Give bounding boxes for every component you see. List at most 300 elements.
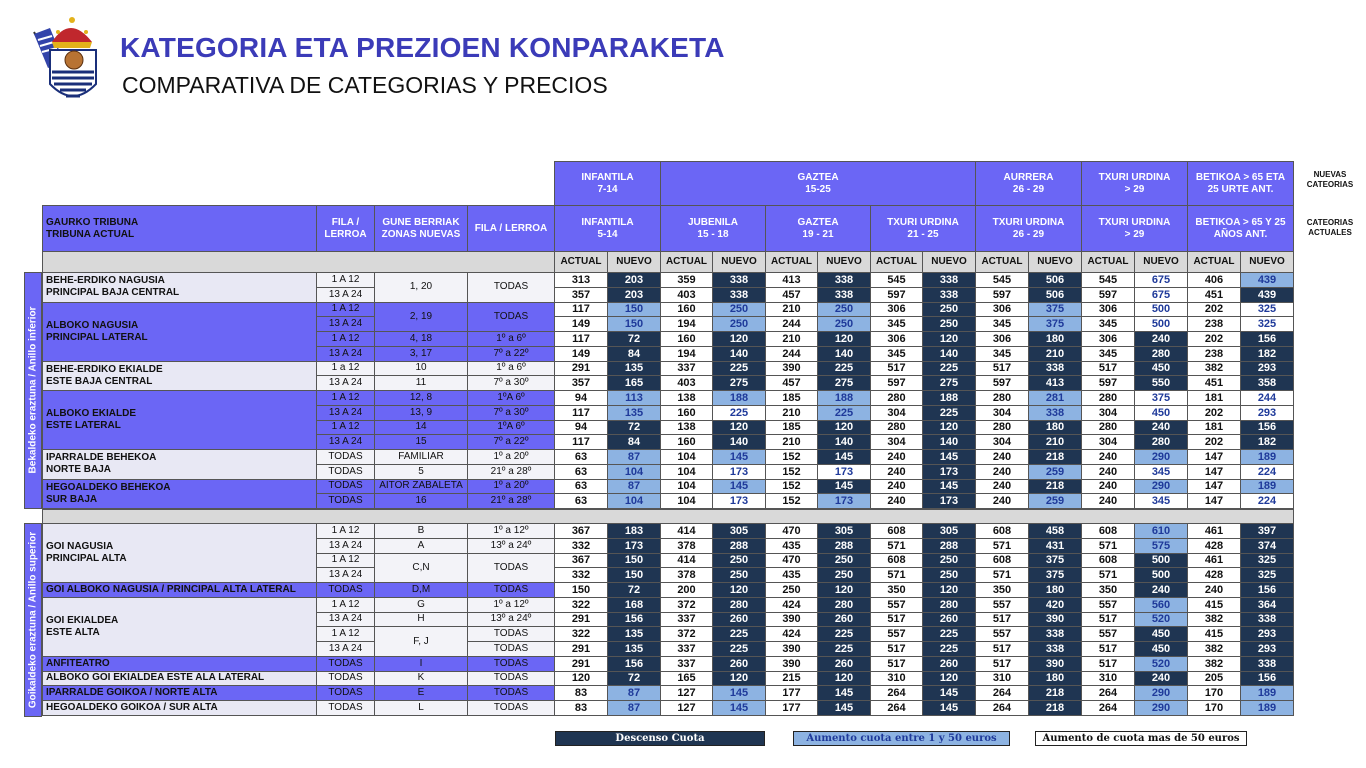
nuevo-price-cell: 250 [922, 302, 976, 318]
nuevo-price-cell: 145 [817, 479, 871, 495]
nuevo-price-cell: 173 [712, 493, 766, 509]
nuevo-price-cell: 120 [712, 582, 766, 598]
nuevo-price-cell: 224 [1240, 493, 1294, 509]
nuevo-price-cell: 188 [817, 390, 871, 406]
zone-cell: 5 [374, 464, 468, 480]
actual-price-cell: 306 [870, 302, 923, 318]
actual-price-cell: 306 [1081, 302, 1135, 318]
nuevo-price-cell: 113 [607, 390, 661, 406]
actual-price-cell: 571 [975, 567, 1029, 583]
fila-lerroa-cell: 21º a 28º [467, 464, 555, 480]
nuevo-price-cell: 293 [1240, 361, 1294, 377]
nuevo-price-cell: 173 [817, 493, 871, 509]
actual-price-cell: 378 [660, 538, 713, 554]
nuevo-price-cell: 225 [922, 405, 976, 421]
current-category-header: TXURI URDINA 26 - 29 [975, 205, 1082, 252]
actual-price-cell: 210 [765, 331, 818, 347]
actual-price-cell: 202 [1187, 302, 1241, 318]
actual-price-cell: 160 [660, 302, 713, 318]
nuevo-price-cell: 390 [1028, 612, 1082, 628]
actual-price-cell: 117 [554, 331, 608, 347]
nuevo-price-cell: 338 [817, 272, 871, 288]
actual-price-cell: 240 [870, 449, 923, 465]
actual-price-cell: 382 [1187, 361, 1241, 377]
zone-cell: L [374, 700, 468, 716]
fila-lerroa-cell: TODAS [467, 671, 555, 687]
actual-price-cell: 149 [554, 316, 608, 332]
actual-price-cell: 597 [1081, 375, 1135, 391]
actual-price-cell: 517 [870, 612, 923, 628]
actual-price-cell: 117 [554, 405, 608, 421]
nuevo-price-cell: 140 [817, 434, 871, 450]
actual-price-cell: 264 [975, 700, 1029, 716]
header-spacer [42, 251, 555, 273]
actual-subheader: ACTUAL [660, 251, 713, 273]
nuevo-price-cell: 293 [1240, 626, 1294, 642]
nuevo-price-cell: 280 [1134, 346, 1188, 362]
tribuna-name: IPARRALDE GOIKOA / NORTE ALTA [42, 685, 317, 701]
nuevo-price-cell: 145 [922, 685, 976, 701]
nuevo-price-cell: 183 [607, 523, 661, 539]
actual-price-cell: 210 [765, 405, 818, 421]
fila-lerroa-cell: 13º a 24º [467, 612, 555, 628]
nuevo-price-cell: 150 [607, 302, 661, 318]
nuevo-price-cell: 218 [1028, 449, 1082, 465]
nuevo-price-cell: 225 [817, 405, 871, 421]
nuevo-price-cell: 275 [712, 375, 766, 391]
nuevo-price-cell: 120 [712, 420, 766, 436]
nuevo-price-cell: 156 [1240, 420, 1294, 436]
actual-price-cell: 200 [660, 582, 713, 598]
ring-upper-label [24, 523, 42, 717]
nuevo-price-cell: 338 [922, 272, 976, 288]
nuevo-price-cell: 374 [1240, 538, 1294, 554]
nuevo-price-cell: 173 [922, 464, 976, 480]
tribuna-name: ALBOKO NAGUSIA PRINCIPAL LATERAL [42, 302, 317, 362]
nuevo-price-cell: 290 [1134, 685, 1188, 701]
nuevo-price-cell: 87 [607, 479, 661, 495]
actual-price-cell: 557 [870, 626, 923, 642]
nuevo-price-cell: 250 [817, 302, 871, 318]
nuevo-price-cell: 305 [922, 523, 976, 539]
tribuna-name: BEHE-ERDIKO EKIALDE ESTE BAJA CENTRAL [42, 361, 317, 392]
actual-price-cell: 280 [1081, 390, 1135, 406]
nuevo-price-cell: 260 [712, 612, 766, 628]
actual-price-cell: 608 [870, 523, 923, 539]
nuevo-price-cell: 281 [1028, 390, 1082, 406]
actual-price-cell: 210 [765, 434, 818, 450]
actual-price-cell: 147 [1187, 464, 1241, 480]
zone-cell: FAMILIAR [374, 449, 468, 465]
actual-price-cell: 428 [1187, 538, 1241, 554]
nuevo-price-cell: 413 [1028, 375, 1082, 391]
actual-price-cell: 557 [870, 597, 923, 613]
actual-price-cell: 378 [660, 567, 713, 583]
actual-subheader: ACTUAL [1081, 251, 1135, 273]
zone-cell: 15 [374, 434, 468, 450]
zone-cell: D,M [374, 582, 468, 598]
actual-price-cell: 345 [975, 316, 1029, 332]
nuevo-price-cell: 325 [1240, 567, 1294, 583]
actual-price-cell: 457 [765, 287, 818, 303]
actual-price-cell: 264 [975, 685, 1029, 701]
actual-price-cell: 240 [975, 479, 1029, 495]
actual-price-cell: 104 [660, 479, 713, 495]
zone-cell: 12, 8 [374, 390, 468, 406]
nuevo-price-cell: 180 [1028, 331, 1082, 347]
actual-price-cell: 350 [1081, 582, 1135, 598]
actual-price-cell: 215 [765, 671, 818, 687]
nuevo-price-cell: 72 [607, 582, 661, 598]
nuevo-price-cell: 259 [1028, 464, 1082, 480]
fila-lerroa-cell: 7º a 22º [467, 434, 555, 450]
nuevo-price-cell: 84 [607, 346, 661, 362]
nuevo-price-cell: 210 [1028, 434, 1082, 450]
nuevo-price-cell: 135 [607, 361, 661, 377]
nuevo-price-cell: 610 [1134, 523, 1188, 539]
nuevo-price-cell: 305 [712, 523, 766, 539]
nuevo-price-cell: 72 [607, 671, 661, 687]
nuevo-price-cell: 420 [1028, 597, 1082, 613]
nuevo-price-cell: 150 [607, 567, 661, 583]
fila-cell: 13 A 24 [316, 567, 375, 583]
nuevo-price-cell: 225 [922, 361, 976, 377]
nuevo-price-cell: 189 [1240, 479, 1294, 495]
actual-price-cell: 332 [554, 567, 608, 583]
fila-cell: 13 A 24 [316, 405, 375, 421]
actual-price-cell: 571 [975, 538, 1029, 554]
nuevo-price-cell: 675 [1134, 287, 1188, 303]
nuevo-price-cell: 165 [607, 375, 661, 391]
actual-price-cell: 597 [870, 375, 923, 391]
actual-subheader: ACTUAL [765, 251, 818, 273]
fila-lerroa-cell: TODAS [467, 656, 555, 672]
fila-cell: 1 A 12 [316, 390, 375, 406]
actual-subheader: ACTUAL [975, 251, 1029, 273]
nuevo-price-cell: 120 [817, 420, 871, 436]
current-category-header: GAZTEA 19 - 21 [765, 205, 871, 252]
nuevo-price-cell: 506 [1028, 272, 1082, 288]
nuevo-price-cell: 550 [1134, 375, 1188, 391]
actual-subheader: ACTUAL [1187, 251, 1241, 273]
nuevo-price-cell: 140 [817, 346, 871, 362]
current-categories-side-label: CATEORIAS ACTUALES [1306, 218, 1354, 237]
legend-descenso: Descenso Cuota [555, 731, 765, 746]
nuevo-price-cell: 290 [1134, 700, 1188, 716]
actual-price-cell: 390 [765, 656, 818, 672]
actual-price-cell: 424 [765, 626, 818, 642]
actual-price-cell: 240 [1187, 582, 1241, 598]
fila-cell: TODAS [316, 479, 375, 495]
tribuna-name: HEGOALDEKO BEHEKOA SUR BAJA [42, 479, 317, 510]
fila-cell: TODAS [316, 493, 375, 509]
actual-price-cell: 240 [975, 493, 1029, 509]
actual-price-cell: 202 [1187, 434, 1241, 450]
actual-price-cell: 202 [1187, 331, 1241, 347]
actual-price-cell: 608 [1081, 523, 1135, 539]
legend-aumento-50-plus: Aumento de cuota mas de 50 euros [1035, 731, 1247, 746]
nuevo-price-cell: 675 [1134, 272, 1188, 288]
actual-price-cell: 382 [1187, 656, 1241, 672]
nuevo-price-cell: 338 [1028, 641, 1082, 657]
nuevo-price-cell: 500 [1134, 316, 1188, 332]
actual-price-cell: 104 [660, 493, 713, 509]
actual-price-cell: 517 [1081, 612, 1135, 628]
fila-cell: TODAS [316, 671, 375, 687]
nuevo-price-cell: 280 [817, 597, 871, 613]
actual-price-cell: 181 [1187, 390, 1241, 406]
actual-price-cell: 545 [1081, 272, 1135, 288]
actual-price-cell: 304 [870, 434, 923, 450]
actual-price-cell: 517 [870, 641, 923, 657]
nuevo-price-cell: 431 [1028, 538, 1082, 554]
nuevo-price-cell: 250 [817, 316, 871, 332]
ring-lower-label [24, 272, 42, 509]
actual-price-cell: 332 [554, 538, 608, 554]
zone-cell: 14 [374, 420, 468, 436]
actual-price-cell: 306 [1081, 331, 1135, 347]
actual-price-cell: 194 [660, 346, 713, 362]
actual-price-cell: 160 [660, 331, 713, 347]
nuevo-price-cell: 156 [607, 656, 661, 672]
nuevo-price-cell: 364 [1240, 597, 1294, 613]
zones-header: GUNE BERRIAK ZONAS NUEVAS [374, 205, 468, 252]
actual-price-cell: 240 [870, 493, 923, 509]
zone-cell: H [374, 612, 468, 628]
nuevo-price-cell: 156 [607, 612, 661, 628]
fila-lerroa-cell: TODAS [467, 272, 555, 303]
actual-price-cell: 94 [554, 390, 608, 406]
nuevo-subheader: NUEVO [607, 251, 661, 273]
nuevo-price-cell: 506 [1028, 287, 1082, 303]
actual-price-cell: 470 [765, 553, 818, 569]
nuevo-price-cell: 240 [1134, 582, 1188, 598]
tribuna-name: ALBOKO GOI EKIALDEA ESTE ALA LATERAL [42, 671, 317, 687]
fila-lerroa-cell: 1ºA 6º [467, 420, 555, 436]
actual-price-cell: 165 [660, 671, 713, 687]
actual-price-cell: 280 [975, 420, 1029, 436]
actual-price-cell: 185 [765, 420, 818, 436]
actual-price-cell: 291 [554, 641, 608, 657]
fila-cell: TODAS [316, 700, 375, 716]
nuevo-price-cell: 150 [607, 316, 661, 332]
nuevo-price-cell: 520 [1134, 612, 1188, 628]
actual-price-cell: 306 [975, 302, 1029, 318]
fila-lerroa-cell: TODAS [467, 685, 555, 701]
nuevo-price-cell: 188 [712, 390, 766, 406]
nuevo-price-cell: 145 [817, 449, 871, 465]
actual-price-cell: 382 [1187, 641, 1241, 657]
nuevo-price-cell: 338 [1028, 626, 1082, 642]
zone-cell: 13, 9 [374, 405, 468, 421]
fila-cell: 13 A 24 [316, 641, 375, 657]
fila-cell: TODAS [316, 685, 375, 701]
fila-lerroa-cell: 21º a 28º [467, 493, 555, 509]
actual-subheader: ACTUAL [870, 251, 923, 273]
zone-cell: G [374, 597, 468, 613]
nuevo-price-cell: 305 [817, 523, 871, 539]
actual-price-cell: 304 [870, 405, 923, 421]
zone-cell: B [374, 523, 468, 539]
fila-lerroa-cell: 7º a 22º [467, 346, 555, 362]
actual-price-cell: 545 [975, 272, 1029, 288]
actual-price-cell: 470 [765, 523, 818, 539]
nuevo-price-cell: 275 [922, 375, 976, 391]
nuevo-price-cell: 250 [922, 567, 976, 583]
actual-price-cell: 291 [554, 656, 608, 672]
tribuna-header: GAURKO TRIBUNA TRIBUNA ACTUAL [42, 205, 317, 252]
actual-price-cell: 238 [1187, 346, 1241, 362]
nuevo-price-cell: 240 [1134, 420, 1188, 436]
nuevo-price-cell: 575 [1134, 538, 1188, 554]
nuevo-price-cell: 390 [1028, 656, 1082, 672]
fila-lerroa-cell: TODAS [467, 626, 555, 642]
nuevo-price-cell: 338 [1028, 405, 1082, 421]
actual-price-cell: 608 [975, 553, 1029, 569]
actual-price-cell: 350 [870, 582, 923, 598]
new-category-header: BETIKOA > 65 ETA 25 URTE ANT. [1187, 161, 1294, 206]
fila-cell: TODAS [316, 449, 375, 465]
nuevo-price-cell: 500 [1134, 567, 1188, 583]
nuevo-price-cell: 182 [1240, 434, 1294, 450]
nuevo-price-cell: 225 [712, 641, 766, 657]
nuevo-price-cell: 250 [922, 316, 976, 332]
nuevo-price-cell: 224 [1240, 464, 1294, 480]
actual-price-cell: 264 [870, 700, 923, 716]
fila-cell: 1 A 12 [316, 523, 375, 539]
nuevo-price-cell: 135 [607, 405, 661, 421]
nuevo-price-cell: 173 [817, 464, 871, 480]
actual-price-cell: 337 [660, 656, 713, 672]
nuevo-price-cell: 173 [712, 464, 766, 480]
actual-price-cell: 435 [765, 538, 818, 554]
nuevo-price-cell: 87 [607, 685, 661, 701]
tribuna-name: BEHE-ERDIKO NAGUSIA PRINCIPAL BAJA CENTRAL [42, 272, 317, 303]
actual-price-cell: 240 [1081, 493, 1135, 509]
nuevo-price-cell: 145 [922, 479, 976, 495]
zone-cell: E [374, 685, 468, 701]
nuevo-price-cell: 450 [1134, 361, 1188, 377]
fila-lerroa-cell: 1º a 20º [467, 479, 555, 495]
actual-price-cell: 152 [765, 464, 818, 480]
actual-price-cell: 461 [1187, 553, 1241, 569]
actual-price-cell: 545 [870, 272, 923, 288]
fila-cell: 13 A 24 [316, 538, 375, 554]
actual-price-cell: 557 [1081, 597, 1135, 613]
page-title: KATEGORIA ETA PREZIOEN KONPARAKETA [120, 32, 725, 63]
actual-price-cell: 313 [554, 272, 608, 288]
actual-price-cell: 264 [1081, 700, 1135, 716]
nuevo-price-cell: 397 [1240, 523, 1294, 539]
fila-cell: TODAS [316, 656, 375, 672]
nuevo-price-cell: 140 [712, 346, 766, 362]
nuevo-price-cell: 280 [1134, 434, 1188, 450]
nuevo-price-cell: 244 [1240, 390, 1294, 406]
nuevo-price-cell: 560 [1134, 597, 1188, 613]
actual-price-cell: 240 [870, 479, 923, 495]
actual-price-cell: 240 [870, 464, 923, 480]
actual-price-cell: 608 [1081, 553, 1135, 569]
actual-price-cell: 152 [765, 449, 818, 465]
actual-price-cell: 345 [1081, 316, 1135, 332]
nuevo-price-cell: 325 [1240, 302, 1294, 318]
nuevo-price-cell: 145 [712, 479, 766, 495]
zone-cell: 11 [374, 375, 468, 391]
fila-lerroa-cell: TODAS [467, 700, 555, 716]
nuevo-price-cell: 250 [712, 567, 766, 583]
actual-price-cell: 571 [1081, 567, 1135, 583]
nuevo-price-cell: 520 [1134, 656, 1188, 672]
new-category-header: GAZTEA 15-25 [660, 161, 976, 206]
nuevo-price-cell: 260 [922, 656, 976, 672]
actual-price-cell: 414 [660, 553, 713, 569]
nuevo-price-cell: 325 [1240, 553, 1294, 569]
nuevo-subheader: NUEVO [1028, 251, 1082, 273]
nuevo-price-cell: 120 [922, 420, 976, 436]
actual-price-cell: 597 [975, 287, 1029, 303]
actual-price-cell: 406 [1187, 272, 1241, 288]
page-subtitle: COMPARATIVA DE CATEGORIAS Y PRECIOS [122, 72, 608, 98]
actual-price-cell: 337 [660, 361, 713, 377]
nuevo-price-cell: 140 [922, 346, 976, 362]
actual-price-cell: 280 [975, 390, 1029, 406]
actual-price-cell: 63 [554, 464, 608, 480]
nuevo-price-cell: 225 [817, 626, 871, 642]
actual-price-cell: 150 [554, 582, 608, 598]
nuevo-price-cell: 250 [712, 553, 766, 569]
actual-price-cell: 517 [975, 641, 1029, 657]
tribuna-name: GOI EKIALDEA ESTE ALTA [42, 597, 317, 657]
actual-price-cell: 390 [765, 361, 818, 377]
fila-cell: 13 A 24 [316, 346, 375, 362]
zone-cell: I [374, 656, 468, 672]
actual-price-cell: 264 [1081, 685, 1135, 701]
actual-price-cell: 250 [765, 582, 818, 598]
nuevo-price-cell: 72 [607, 331, 661, 347]
nuevo-price-cell: 180 [1028, 420, 1082, 436]
actual-price-cell: 83 [554, 685, 608, 701]
current-category-header: BETIKOA > 65 Y 25 AÑOS ANT. [1187, 205, 1294, 252]
nuevo-price-cell: 203 [607, 272, 661, 288]
actual-price-cell: 104 [660, 449, 713, 465]
fila-lerroa-cell: 1ºA 6º [467, 390, 555, 406]
nuevo-price-cell: 120 [922, 582, 976, 598]
nuevo-price-cell: 259 [1028, 493, 1082, 509]
actual-price-cell: 117 [554, 434, 608, 450]
actual-price-cell: 517 [975, 612, 1029, 628]
actual-price-cell: 63 [554, 479, 608, 495]
actual-price-cell: 350 [975, 582, 1029, 598]
nuevo-subheader: NUEVO [712, 251, 766, 273]
actual-price-cell: 517 [975, 656, 1029, 672]
actual-price-cell: 240 [975, 449, 1029, 465]
fila-cell: TODAS [316, 464, 375, 480]
actual-price-cell: 372 [660, 626, 713, 642]
actual-price-cell: 205 [1187, 671, 1241, 687]
nuevo-price-cell: 338 [922, 287, 976, 303]
zone-cell: 3, 17 [374, 346, 468, 362]
ring-separator [42, 509, 1294, 525]
actual-price-cell: 414 [660, 523, 713, 539]
actual-price-cell: 390 [765, 612, 818, 628]
current-category-header: TXURI URDINA > 29 [1081, 205, 1188, 252]
fila-lerroa-cell: 7º a 30º [467, 405, 555, 421]
actual-price-cell: 345 [975, 346, 1029, 362]
nuevo-price-cell: 189 [1240, 685, 1294, 701]
actual-price-cell: 597 [870, 287, 923, 303]
actual-price-cell: 291 [554, 612, 608, 628]
tribuna-name: HEGOALDEKO GOIKOA / SUR ALTA [42, 700, 317, 716]
